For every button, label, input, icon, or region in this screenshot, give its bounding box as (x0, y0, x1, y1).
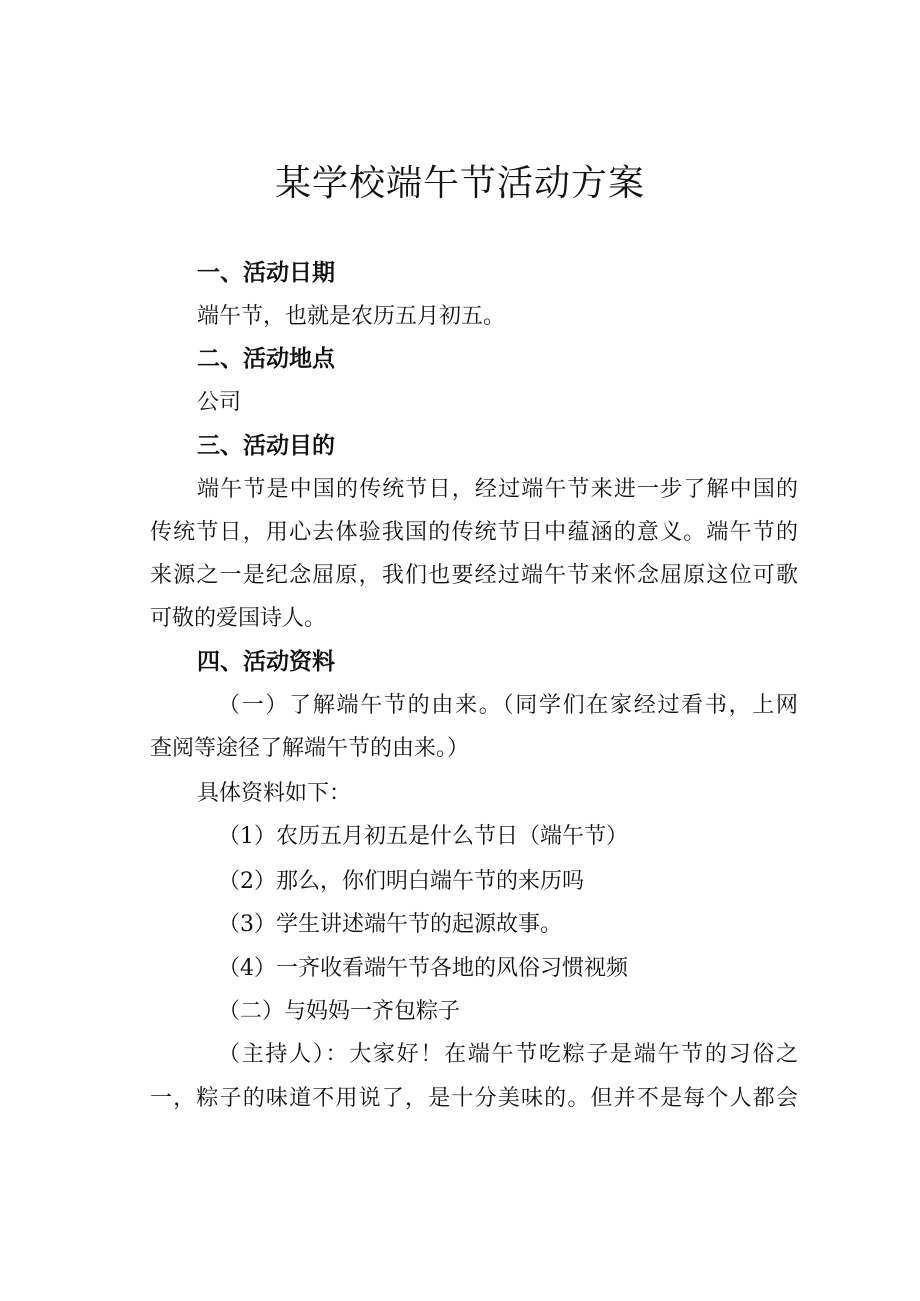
section-body-place: 公司 (197, 390, 242, 415)
materials-details-label: 具体资料如下： (197, 781, 352, 806)
section-body-date: 端午节，也就是农历五月初五。 (197, 304, 506, 329)
materials-item-3: （3）学生讲述端午节的起源故事。 (218, 912, 562, 937)
host-line-2: 一，粽子的味道不用说了，是十分美味的。但并不是每个人都会 (150, 1086, 798, 1111)
materials-part1-line-2: 查阅等途径了解端午节的由来。） (150, 736, 470, 761)
document-title: 某学校端午节活动方案 (274, 163, 645, 204)
section-heading-purpose: 三、活动目的 (197, 433, 335, 459)
section-heading-place: 二、活动地点 (197, 346, 335, 372)
materials-item-2: （2）那么，你们明白端午节的来历吗 (218, 869, 584, 894)
purpose-line-3: 来源之一是纪念屈原，我们也要经过端午节来怀念屈原这位可歌 (150, 563, 798, 588)
section-heading-materials: 四、活动资料 (197, 649, 335, 675)
purpose-line-4: 可敬的爱国诗人。 (150, 606, 327, 631)
materials-part2: （二）与妈妈一齐包粽子 (218, 999, 461, 1024)
host-line-1: （主持人）：大家好！在端午节吃粽子是端午节的习俗之 (218, 1042, 798, 1067)
purpose-line-2: 传统节日，用心去体验我国的传统节日中蕴涵的意义。端午节的 (150, 520, 798, 545)
section-heading-date: 一、活动日期 (197, 260, 335, 286)
materials-item-1: （1）农历五月初五是什么节日（端午节） (218, 824, 628, 849)
purpose-line-1: 端午节是中国的传统节日，经过端午节来进一步了解中国的 (197, 477, 798, 502)
materials-part1-line-1: （一）了解端午节的由来。（同学们在家经过看书，上网 (218, 693, 798, 718)
materials-item-4: （4）一齐收看端午节各地的风俗习惯视频 (218, 956, 628, 981)
